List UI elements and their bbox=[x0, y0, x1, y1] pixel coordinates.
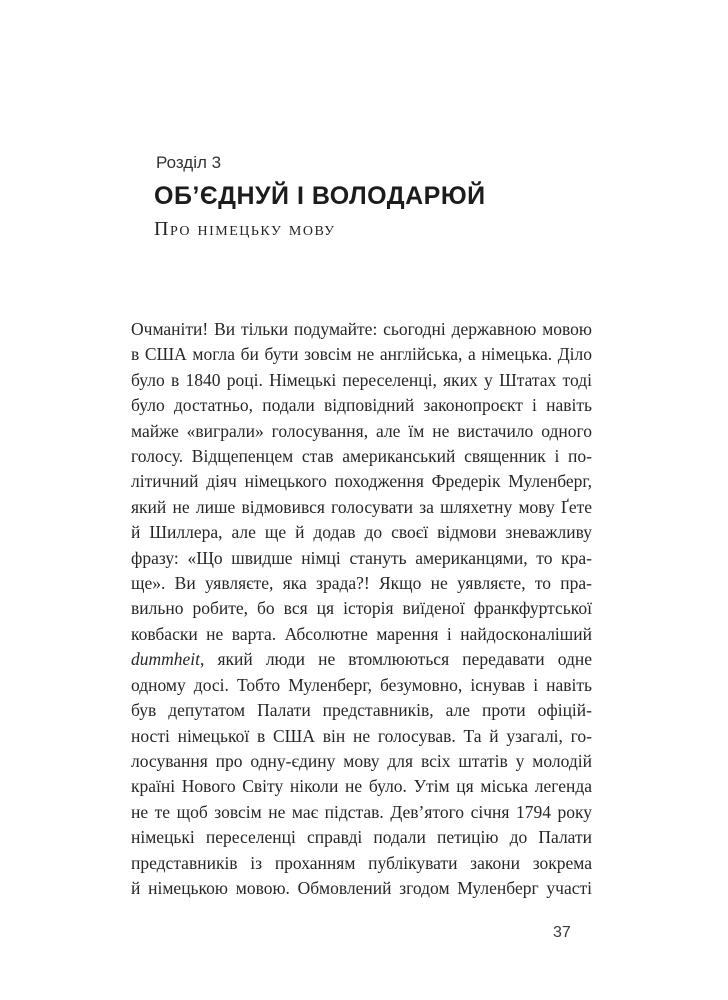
body-line: й Шиллера, але ще й додав до своєї відмови зневажливу bbox=[131, 522, 592, 543]
body-line-with-italic bbox=[131, 647, 592, 672]
body-line: одному досі. Тобто Муленберг, безумовно, існував і навіть bbox=[131, 674, 592, 695]
body-line: вильно робите, бо вся ця історія виїденої франкфуртської bbox=[131, 598, 592, 619]
chapter-subtitle: Про німецьку мову bbox=[154, 218, 336, 240]
body-line: майже «виграли» голосування, але їм не вистачило одного bbox=[131, 420, 592, 441]
body-paragraph bbox=[131, 317, 592, 901]
body-line: німецькі переселенці справді подали петицію до Палати bbox=[131, 827, 592, 848]
body-line: ності німецької в США він не голосував. Та й узагалі, го- bbox=[131, 725, 592, 746]
body-line: ще». Ви уявляєте, яка зрада?! Якщо не уявляєте, то пра- bbox=[131, 573, 592, 594]
body-line: представників із проханням публікувати закони зокрема bbox=[131, 852, 592, 873]
body-line: був депутатом Палати представників, але проти офіцій- bbox=[131, 700, 592, 721]
body-line: було достатньо, подали відповідний законопроєкт і навіть bbox=[131, 395, 592, 416]
body-line: й німецькою мовою. Обмовлений згодом Муленберг участі bbox=[131, 877, 592, 898]
body-line: було в 1840 році. Німецькі переселенці, яких у Штатах тоді bbox=[131, 369, 592, 390]
body-line: ковбаски не варта. Абсолютне марення і найдосконаліший bbox=[131, 623, 592, 644]
italic-term: dummheit bbox=[131, 649, 201, 670]
body-line: країні Нового Світу ніколи не було. Утім ця міська легенда bbox=[131, 776, 592, 797]
chapter-label: Розділ 3 bbox=[156, 153, 222, 172]
body-line: який не лише відмовився голосувати за шляхетну мову Ґете bbox=[131, 496, 592, 517]
chapter-title: ОБ’ЄДНУЙ І ВОЛОДАРЮЙ bbox=[154, 182, 486, 210]
body-line: літичний діяч німецького походження Фредерік Муленберг, bbox=[131, 471, 592, 492]
body-line: голосу. Відщепенцем став американський священник і по- bbox=[131, 446, 592, 467]
body-line: лосування про одну-єдину мову для всіх штатів у молодій bbox=[131, 750, 592, 771]
page-number: 37 bbox=[553, 924, 571, 941]
body-line: в США могла би бути зовсім не англійська, а німецька. Діло bbox=[131, 344, 592, 365]
body-line: не те щоб зовсім не має підстав. Дев’ятого січня 1794 року bbox=[131, 801, 592, 822]
body-line: фразу: «Що швидше німці стануть американцями, то кра- bbox=[131, 547, 592, 568]
body-line: Очманіти! Ви тільки подумайте: сьогодні державною мовою bbox=[131, 319, 592, 339]
body-line-rest: , який люди не втомлюються передавати одне bbox=[200, 649, 592, 670]
